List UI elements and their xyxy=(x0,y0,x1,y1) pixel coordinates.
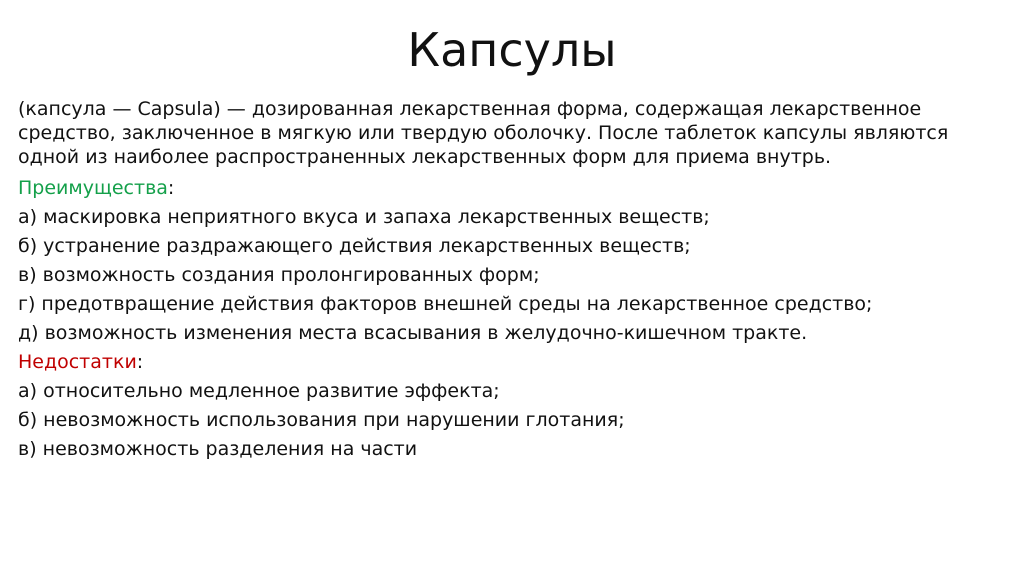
disadvantage-item: а) относительно медленное развитие эффекта; xyxy=(18,380,500,402)
disadvantages-heading xyxy=(18,348,1008,377)
advantages-heading xyxy=(18,174,1008,203)
advantages-heading-label: Преимущества xyxy=(18,177,168,199)
disadvantage-item: в) невозможность разделения на части xyxy=(18,438,418,460)
advantage-item: а) маскировка неприятного вкуса и запаха лекарственных веществ; xyxy=(18,206,710,228)
disadvantages-heading-colon: : xyxy=(136,351,144,373)
disadvantages-heading-label: Недостатки xyxy=(18,351,137,373)
advantage-item: б) устранение раздражающего действия лекарственных веществ; xyxy=(18,235,691,257)
slide-content xyxy=(18,97,1008,464)
advantage-item: г) предотвращение действия факторов внешней среды на лекарственное средство; xyxy=(18,293,873,315)
advantages-heading-colon: : xyxy=(167,177,175,199)
intro-paragraph: (капсула — Capsula) — дозированная лекарственная форма, содержащая лекарственное средство, заключенное в мягкую или твердую оболочку. После таблеток капсулы являются одной из наиболее распространенных лекарственных форм для приема внутрь. xyxy=(18,98,949,168)
advantage-item: в) возможность создания пролонгированных форм; xyxy=(18,264,540,286)
advantage-item: д) возможность изменения места всасывания в желудочно-кишечном тракте. xyxy=(18,322,808,344)
disadvantage-item: б) невозможность использования при нарушении глотания; xyxy=(18,409,625,431)
slide-title: Капсулы xyxy=(407,23,617,77)
